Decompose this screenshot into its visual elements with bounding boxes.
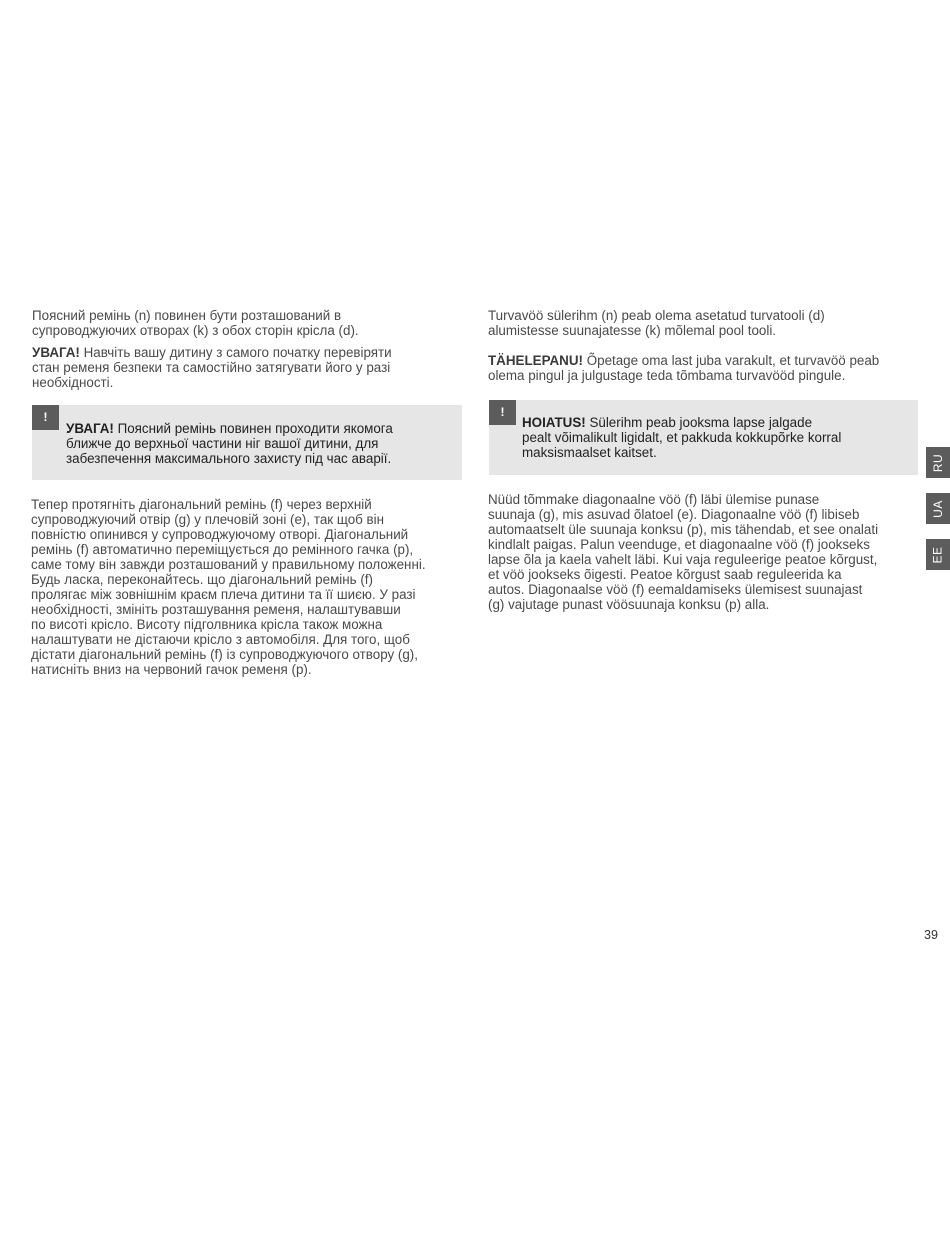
warning-label: HOIATUS! xyxy=(522,415,586,430)
language-tab-ee[interactable]: EE xyxy=(926,539,950,570)
attention-label: УВАГА! xyxy=(32,345,80,360)
warning-icon: ! xyxy=(32,405,59,430)
right-para-3: Nüüd tõmmake diagonaalne vöö (f) läbi ülemise punase suunaja (g), mis asuvad õlatoel (e). Diagonaalne vöö (f) libiseb automaatselt üle suunaja konksu (p), mis tähendab, et see onalati kindlalt paigas. Palun veenduge, et diagonaalne vöö (f) jookseks lapse õla ja kaela vahelt läbi. Kui vaja reguleerige peatoe kõrgust, et vöö jookseks õigesti. Peatoe kõrgust saab reguleerida ka autos. Diagonaalse vöö (f) eemaldamiseks ülemisest suunajast (g) vajutage punast vöösuunaja konksu (p) alla. xyxy=(488,492,879,612)
language-tab-ua[interactable]: UA xyxy=(926,493,950,524)
left-para-1: Поясний ремінь (n) повинен бути розташований в супроводжуючих отворах (k) з обох сторін крісла (d). xyxy=(32,308,359,338)
attention-label: TÄHELEPANU! xyxy=(488,353,583,368)
right-para-1: Turvavöö sülerihm (n) peab olema asetatud turvatooli (d) alumistesse suunajatesse (k) mõlemal pool tooli. xyxy=(488,308,825,338)
right-attention xyxy=(488,353,928,383)
left-warning-box xyxy=(32,405,462,480)
left-para-3: Тепер протягніть діагональний ремінь (f) через верхній супроводжуючий отвір (g) у плечовій зоні (e), так щоб він повністю опинився у супроводжуючому отворі. Діагональний ремінь (f) автоматично переміщується до ремінного гачка (p), саме тому він завжди розташований у правильному положенні. Будь ласка, переконайтесь. що діагональний ремінь (f) пролягає між зовнішнім краєм плеча дитини та її шиєю. У разі необхідності, змініть розташування ременя, налаштувавши по висоті крісло. Висоту підголвника крісла також можна налаштувати не дістаючи крісло з автомобіля. Для того, щоб дістати діагональний ремінь (f) із супроводжуючого отвору (g), натисніть вниз на червоний гачок ременя (p). xyxy=(31,497,426,677)
language-tab-ru[interactable]: RU xyxy=(926,447,950,478)
left-attention xyxy=(32,345,472,390)
page-number: 39 xyxy=(924,928,938,942)
left-warning-text: УВАГА! Поясний ремінь повинен проходити якомога ближче до верхньої частини ніг вашої дитини, для забезпечення максимального захисту під час аварії. xyxy=(66,421,393,466)
warning-label: УВАГА! xyxy=(66,421,114,436)
attention-text: Õpetage oma last juba varakult, et turvavöö peab olema pingul ja julgustage teda tõmbama turvavööd pingule. xyxy=(488,353,880,383)
warning-icon: ! xyxy=(489,400,516,425)
right-warning-box xyxy=(489,400,918,475)
right-warning-text: HOIATUS! Sülerihm peab jooksma lapse jalgade pealt võimalikult ligidalt, et pakkuda kokkupõrke korral maksismaalset kaitset. xyxy=(522,415,842,460)
attention-text: Навчіть вашу дитину з самого початку перевіряти стан ременя безпеки та самостійно затягувати його у разі необхідності. xyxy=(32,345,392,390)
